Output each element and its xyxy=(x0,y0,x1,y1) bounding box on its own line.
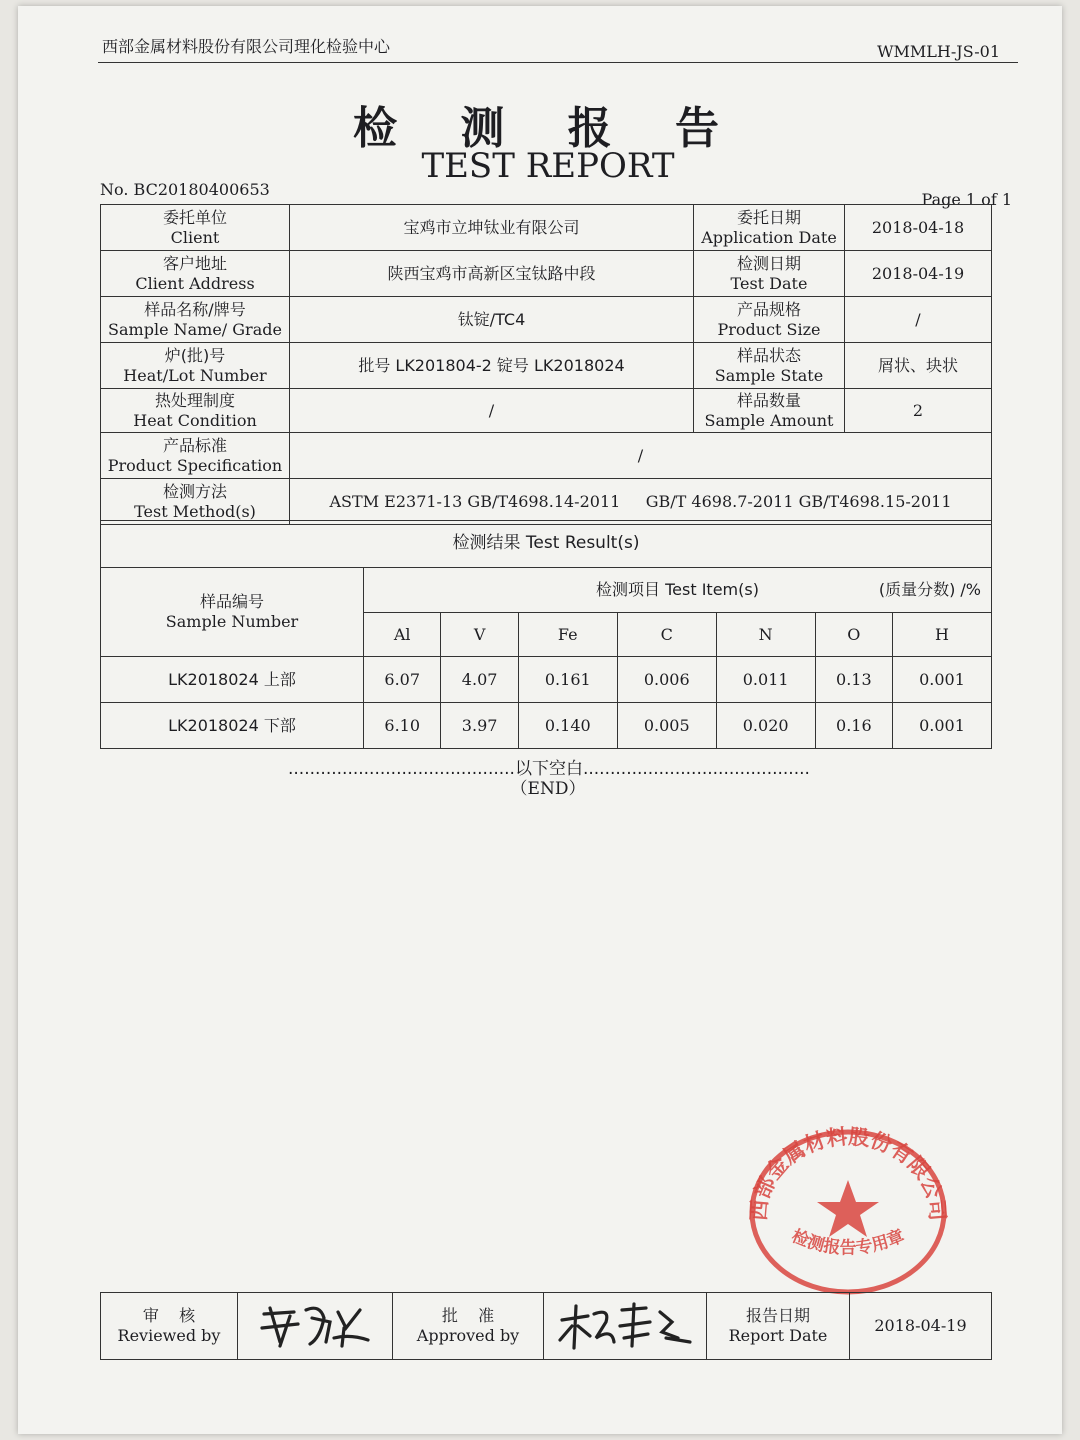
result-value: 0.161 xyxy=(518,657,617,703)
results-title: 检测结果 Test Result(s) xyxy=(101,521,992,568)
result-value: 6.07 xyxy=(364,657,441,703)
result-value: 4.07 xyxy=(441,657,518,703)
sample-number-header: 样品编号 Sample Number xyxy=(101,568,364,657)
end-note: （END） xyxy=(510,779,586,799)
heat-condition-label: 热处理制度 Heat Condition xyxy=(101,389,290,433)
page-info: Page 1 of 1 xyxy=(921,190,1012,209)
product-spec-label: 产品标准 Product Specification xyxy=(101,433,290,479)
element-header: Al xyxy=(364,613,441,657)
product-size-label: 产品规格 Product Size xyxy=(694,297,845,343)
report-date-label: 报告日期 Report Date xyxy=(707,1293,850,1360)
test-method-value: ASTM E2371-13 GB/T4698.14-2011 GB/T 4698.7-2011 GB/T4698.15-2011 xyxy=(290,479,992,525)
result-value: 6.10 xyxy=(364,703,441,749)
address-label: 客户地址 Client Address xyxy=(101,251,290,297)
signature-row xyxy=(101,1293,992,1360)
result-value: 0.001 xyxy=(893,657,992,703)
signature-table xyxy=(100,1292,992,1360)
svg-text:西部金属材料股份有限公司: 西部金属材料股份有限公司 xyxy=(746,1124,950,1222)
table-row xyxy=(101,657,992,703)
approved-label: 批 准 Approved by xyxy=(393,1293,544,1360)
application-date-value: 2018-04-18 xyxy=(845,205,992,251)
sample-amount-label: 样品数量 Sample Amount xyxy=(694,389,845,433)
sample-amount-value: 2 xyxy=(845,389,992,433)
heat-condition-value: / xyxy=(290,389,694,433)
test-date-label: 检测日期 Test Date xyxy=(694,251,845,297)
info-row-heat-condition xyxy=(101,389,992,433)
product-spec-value: / xyxy=(290,433,992,479)
result-value: 0.011 xyxy=(716,657,815,703)
form-code: WMMLH-JS-01 xyxy=(877,42,1000,61)
element-header: C xyxy=(617,613,716,657)
element-header: N xyxy=(716,613,815,657)
report-date-value: 2018-04-19 xyxy=(850,1293,992,1360)
results-title-row xyxy=(101,521,992,568)
reviewer-signature xyxy=(238,1293,393,1360)
heat-number-label: 炉(批)号 Heat/Lot Number xyxy=(101,343,290,389)
info-table xyxy=(100,204,992,525)
sample-id: LK2018024 上部 xyxy=(101,657,364,703)
product-size-value: / xyxy=(845,297,992,343)
test-date-value: 2018-04-19 xyxy=(845,251,992,297)
element-header: O xyxy=(815,613,892,657)
title-english: TEST REPORT xyxy=(421,146,675,186)
element-header: V xyxy=(441,613,518,657)
info-row-sample-name xyxy=(101,297,992,343)
result-value: 0.020 xyxy=(716,703,815,749)
info-row-heat xyxy=(101,343,992,389)
info-row-client xyxy=(101,205,992,251)
element-header: H xyxy=(893,613,992,657)
report-number: No. BC20180400653 xyxy=(100,180,270,199)
results-header-row xyxy=(101,568,992,613)
header-divider xyxy=(98,62,1018,63)
result-value: 0.16 xyxy=(815,703,892,749)
result-value: 0.006 xyxy=(617,657,716,703)
title-chinese: 检 测 报 告 xyxy=(353,103,743,154)
info-row-product-spec xyxy=(101,433,992,479)
test-method-label: 检测方法 Test Method(s) xyxy=(101,479,290,525)
company-seal xyxy=(738,1116,958,1296)
result-value: 0.13 xyxy=(815,657,892,703)
organization-header: 西部金属材料股份有限公司理化检验中心 xyxy=(102,37,391,56)
element-header: Fe xyxy=(518,613,617,657)
sample-state-label: 样品状态 Sample State xyxy=(694,343,845,389)
sample-name-label: 样品名称/牌号 Sample Name/ Grade xyxy=(101,297,290,343)
report-sheet xyxy=(18,6,1062,1434)
sample-state-value: 屑状、块状 xyxy=(845,343,992,389)
result-value: 3.97 xyxy=(441,703,518,749)
reviewed-label: 审 核 Reviewed by xyxy=(101,1293,238,1360)
test-item-header xyxy=(364,568,992,613)
table-row xyxy=(101,703,992,749)
result-value: 0.001 xyxy=(893,703,992,749)
sample-name-value: 钛锭/TC4 xyxy=(290,297,694,343)
client-value: 宝鸡市立坤钛业有限公司 xyxy=(290,205,694,251)
sample-id: LK2018024 下部 xyxy=(101,703,364,749)
test-item-label: 检测项目 Test Item(s) xyxy=(596,580,759,599)
client-label: 委托单位 Client xyxy=(101,205,290,251)
blank-note: ..........................................以下空白.......................................... xyxy=(288,759,810,779)
svg-text:检测报告专用章: 检测报告专用章 xyxy=(788,1226,908,1259)
address-value: 陕西宝鸡市高新区宝钛路中段 xyxy=(290,251,694,297)
info-row-method xyxy=(101,479,992,525)
info-row-address xyxy=(101,251,992,297)
application-date-label: 委托日期 Application Date xyxy=(694,205,845,251)
results-table xyxy=(100,520,992,749)
unit-label: (质量分数) /% xyxy=(878,580,981,599)
result-value: 0.140 xyxy=(518,703,617,749)
heat-number-value: 批号 LK201804-2 锭号 LK2018024 xyxy=(290,343,694,389)
result-value: 0.005 xyxy=(617,703,716,749)
approver-signature xyxy=(544,1293,707,1360)
